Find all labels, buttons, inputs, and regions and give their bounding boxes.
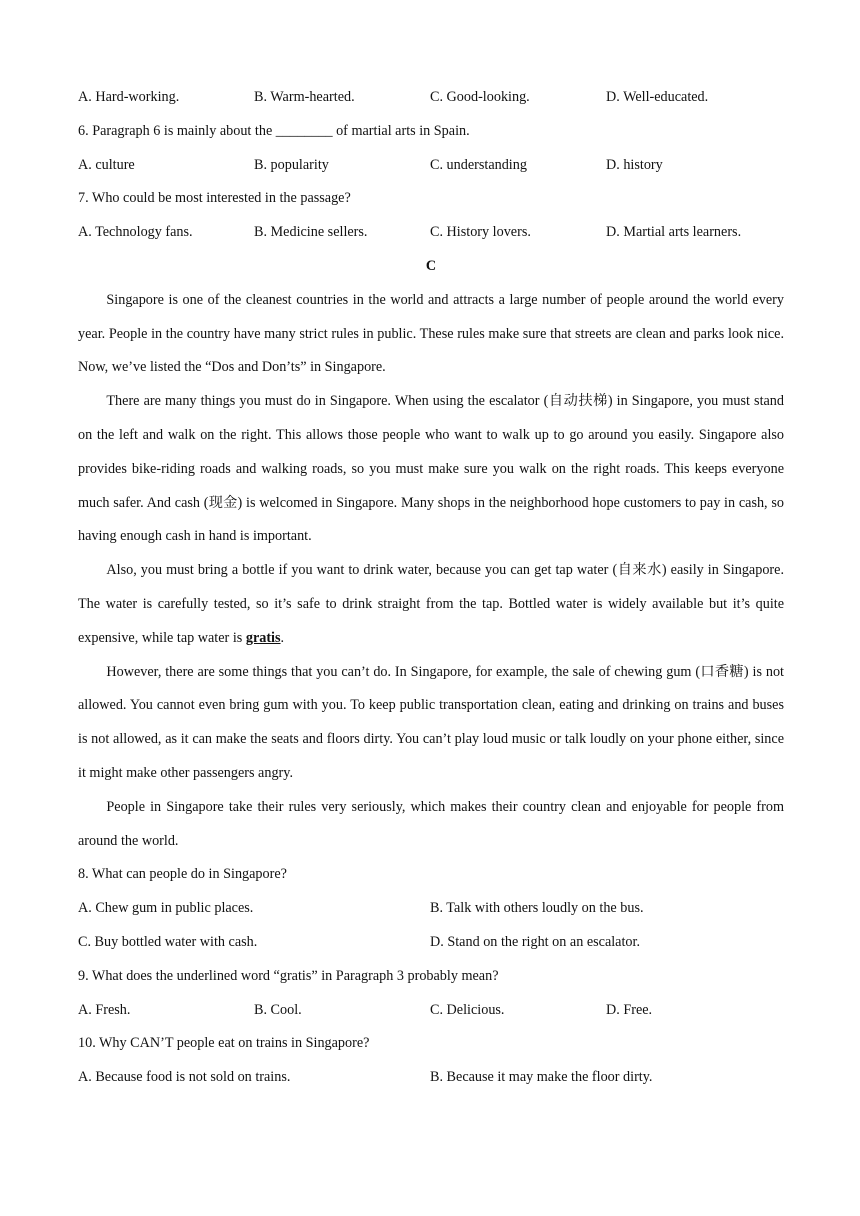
q5-option-b: B. Warm-hearted. bbox=[254, 89, 355, 105]
passage-paragraph-5: People in Singapore take their rules very seriously, which makes their country clean and enjoyable for people from around the world. bbox=[78, 798, 784, 849]
q10-option-b: B. Because it may make the floor dirty. bbox=[430, 1069, 653, 1086]
q7-options bbox=[78, 216, 784, 250]
q8-option-a: A. Chew gum in public places. bbox=[78, 900, 254, 917]
passage-paragraph-4: However, there are some things that you can’t do. In Singapore, for example, the sale of chewing gum (口香糖) is not allowed. You cannot even bring gum with you. To keep public transportation clean, eating and drinking on trains and buses is not allowed, as it can make the seats and floors dirty. You can’t play loud music or talk loudly on your phone either, since it might make other passengers angry. bbox=[78, 663, 784, 781]
q10-question: 10. Why CAN’T people eat on trains in Singapore? bbox=[78, 1035, 370, 1052]
q8-question: 8. What can people do in Singapore? bbox=[78, 866, 287, 883]
q7-option-d: D. Martial arts learners. bbox=[606, 224, 742, 241]
passage-paragraph-3 bbox=[78, 554, 784, 655]
q5-option-d: D. Well-educated. bbox=[606, 89, 709, 105]
q9-option-b: B. Cool. bbox=[254, 1001, 302, 1018]
q8-option-d: D. Stand on the right on an escalator. bbox=[430, 933, 641, 950]
q7-option-b: B. Medicine sellers. bbox=[254, 224, 368, 241]
q5-options bbox=[78, 81, 784, 115]
paragraph-3-end: . bbox=[280, 629, 285, 646]
q9-option-a: A. Fresh. bbox=[78, 1001, 131, 1018]
q7-option-c: C. History lovers. bbox=[430, 224, 531, 241]
passage bbox=[78, 284, 784, 859]
section-title: C bbox=[425, 257, 437, 274]
q9-option-d: D. Free. bbox=[606, 1001, 653, 1018]
q9-question: 9. What does the underlined word “gratis” in Paragraph 3 probably mean? bbox=[78, 967, 499, 984]
q9-option-c: C. Delicious. bbox=[430, 1001, 505, 1018]
q6-option-a: A. culture bbox=[78, 156, 135, 173]
q7-option-a: A. Technology fans. bbox=[78, 224, 193, 241]
q10-option-a: A. Because food is not sold on trains. bbox=[78, 1069, 291, 1086]
q6-options bbox=[78, 149, 784, 183]
q7-question: 7. Who could be most interested in the passage? bbox=[78, 190, 351, 207]
q5-option-a: A. Hard-working. bbox=[78, 89, 180, 105]
q8-options-row-1 bbox=[78, 892, 784, 926]
document-page bbox=[78, 81, 784, 1095]
q8-option-c: C. Buy bottled water with cash. bbox=[78, 933, 258, 950]
q6-question: 6. Paragraph 6 is mainly about the ________ of martial arts in Spain. bbox=[78, 122, 470, 139]
paragraph-3-text: Also, you must bring a bottle if you want to drink water, because you can get tap water (自来水) easily in Singapore. The water is carefully tested, so it’s safe to drink straight from the tap. Bottled water is widely available but it’s quite expensive, while tap water is bbox=[78, 562, 784, 646]
underlined-word-gratis: gratis bbox=[245, 629, 281, 646]
passage-paragraph-2: There are many things you must do in Singapore. When using the escalator (自动扶梯) in Singapore, you must stand on the left and walk on the right. This allows those people who want to walk up to go around you easily. Singapore also provides bike-riding roads and walking roads, so you must make sure you walk on the right roads. This keeps everyone much safer. And cash (现金) is welcomed in Singapore. Many shops in the neighborhood hope customers to pay in cash, so having enough cash in hand is important. bbox=[78, 393, 784, 545]
q5-option-c: C. Good-looking. bbox=[430, 89, 530, 105]
q10-options bbox=[78, 1061, 784, 1095]
q9-options bbox=[78, 994, 784, 1028]
passage-paragraph-1: Singapore is one of the cleanest countries in the world and attracts a large number of people around the world every year. People in the country have many strict rules in public. These rules make sure that streets are clean and parks look nice. Now, we’ve listed the “Dos and Don’ts” in Singapore. bbox=[78, 291, 784, 376]
q8-option-b: B. Talk with others loudly on the bus. bbox=[430, 900, 644, 917]
q6-option-b: B. popularity bbox=[254, 156, 329, 173]
q6-option-c: C. understanding bbox=[430, 156, 527, 173]
q6-option-d: D. history bbox=[606, 156, 663, 173]
q8-options-row-2 bbox=[78, 926, 784, 960]
